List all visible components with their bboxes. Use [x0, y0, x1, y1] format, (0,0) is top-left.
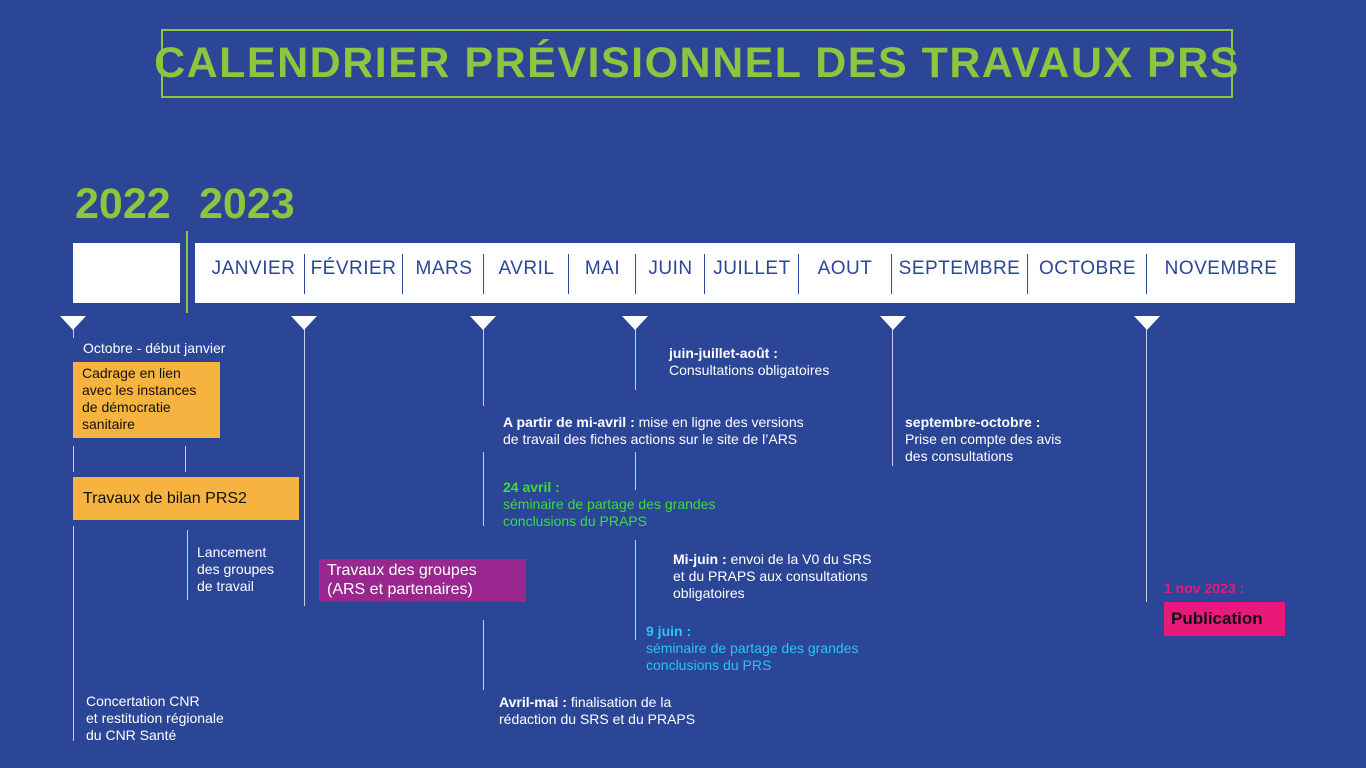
year-2022: 2022 [75, 180, 171, 228]
month-janvier: JANVIER [211, 258, 296, 279]
lancement-line: Lancement [197, 544, 267, 560]
month-fevrier: FÉVRIER [310, 258, 397, 279]
month-separator [304, 254, 305, 294]
publication-date: 1 nov 2023 : [1164, 580, 1245, 596]
groupes-line: (ARS et partenaires) [327, 581, 473, 598]
seminaire-avril-date: 24 avril : [503, 479, 560, 495]
timeline-line [73, 328, 74, 338]
groupes-line: Travaux des groupes [327, 562, 477, 579]
month-novembre: NOVEMBRE [1164, 258, 1278, 279]
timeline-line [1146, 328, 1147, 602]
month-septembre: SEPTEMBRE [898, 258, 1021, 279]
cadrage-line: avec les instances [82, 382, 197, 398]
lancement-line: de travail [197, 578, 254, 594]
timeline-line [73, 526, 74, 741]
mi-juin-text: obligatoires [673, 585, 745, 601]
lancement-label [197, 544, 274, 595]
consultations-text: Consultations obligatoires [669, 362, 830, 378]
cadrage-line: de démocratie [82, 399, 171, 415]
timeline-line [483, 328, 484, 406]
month-aout: AOUT [817, 258, 873, 279]
mi-juin-text: envoi de la V0 du SRS [726, 551, 872, 567]
mi-avril-text: de travail des fiches actions sur le site de l’ARS [503, 431, 798, 447]
consultations-label [669, 345, 829, 379]
concertation-label [86, 693, 224, 744]
timeline-line [483, 452, 484, 526]
month-mars: MARS [415, 258, 473, 279]
seminaire-avril-text: séminaire de partage des grandes [503, 496, 716, 512]
triangle-marker [880, 316, 906, 330]
timeline-line [483, 620, 484, 690]
month-separator [704, 254, 705, 294]
publication-box: Publication [1164, 602, 1285, 636]
seminaire-avril-text: conclusions du PRAPS [503, 513, 647, 529]
month-separator [568, 254, 569, 294]
month-separator [402, 254, 403, 294]
seminaire-juin-text: séminaire de partage des grandes [646, 640, 859, 656]
timeline-line [187, 530, 188, 600]
mi-avril-label [503, 414, 804, 448]
seminaire-juin-label [646, 623, 858, 674]
sept-oct-date: septembre-octobre : [905, 414, 1041, 430]
sept-oct-label [905, 414, 1061, 465]
seminaire-juin-text: conclusions du PRS [646, 657, 772, 673]
cadrage-box [73, 362, 220, 438]
year-2023: 2023 [199, 180, 295, 228]
avril-mai-text: rédaction du SRS et du PRAPS [499, 711, 696, 727]
triangle-marker [1134, 316, 1160, 330]
concertation-line: et restitution régionale [86, 710, 224, 726]
month-separator [891, 254, 892, 294]
month-separator [1027, 254, 1028, 294]
mi-juin-date: Mi-juin : [673, 551, 727, 567]
concertation-line: du CNR Santé [86, 727, 177, 743]
timeline-line [635, 540, 636, 640]
month-bar-2022 [73, 243, 180, 303]
cadrage-line: sanitaire [82, 416, 135, 432]
timeline-line [304, 328, 305, 606]
month-separator [635, 254, 636, 294]
groupes-box [319, 559, 526, 602]
timeline-line [185, 446, 186, 472]
month-separator [483, 254, 484, 294]
lancement-line: des groupes [197, 561, 275, 577]
sept-oct-text: Prise en compte des avis [905, 431, 1062, 447]
bilan-box: Travaux de bilan PRS2 [73, 477, 299, 520]
month-octobre: OCTOBRE [1038, 258, 1137, 279]
period-label: Octobre - début janvier [83, 340, 226, 356]
month-separator [1146, 254, 1147, 294]
avril-mai-label [499, 694, 695, 728]
concertation-line: Concertation CNR [86, 693, 200, 709]
timeline-line [635, 328, 636, 390]
mi-avril-text: mise en ligne des versions [634, 414, 804, 430]
month-avril: AVRIL [498, 258, 555, 279]
avril-mai-text: finalisation de la [566, 694, 672, 710]
timeline-line [73, 446, 74, 472]
month-separator [798, 254, 799, 294]
page-title: CALENDRIER PRÉVISIONNEL DES TRAVAUX PRS [154, 39, 1240, 87]
title-box [154, 29, 1240, 98]
mi-juin-text: et du PRAPS aux consultations [673, 568, 868, 584]
seminaire-juin-date: 9 juin : [646, 623, 692, 639]
month-juillet: JUILLET [713, 258, 791, 279]
consultations-date: juin-juillet-août : [669, 345, 778, 361]
year-divider [186, 231, 188, 313]
mi-juin-label [673, 551, 871, 602]
seminaire-avril-label [503, 479, 715, 530]
sept-oct-text: des consultations [905, 448, 1014, 464]
mi-avril-date: A partir de mi-avril : [503, 414, 635, 430]
month-mai: MAI [584, 258, 621, 279]
timeline-line [892, 328, 893, 466]
cadrage-line: Cadrage en lien [82, 365, 181, 381]
avril-mai-date: Avril-mai : [499, 694, 567, 710]
month-juin: JUIN [648, 258, 693, 279]
